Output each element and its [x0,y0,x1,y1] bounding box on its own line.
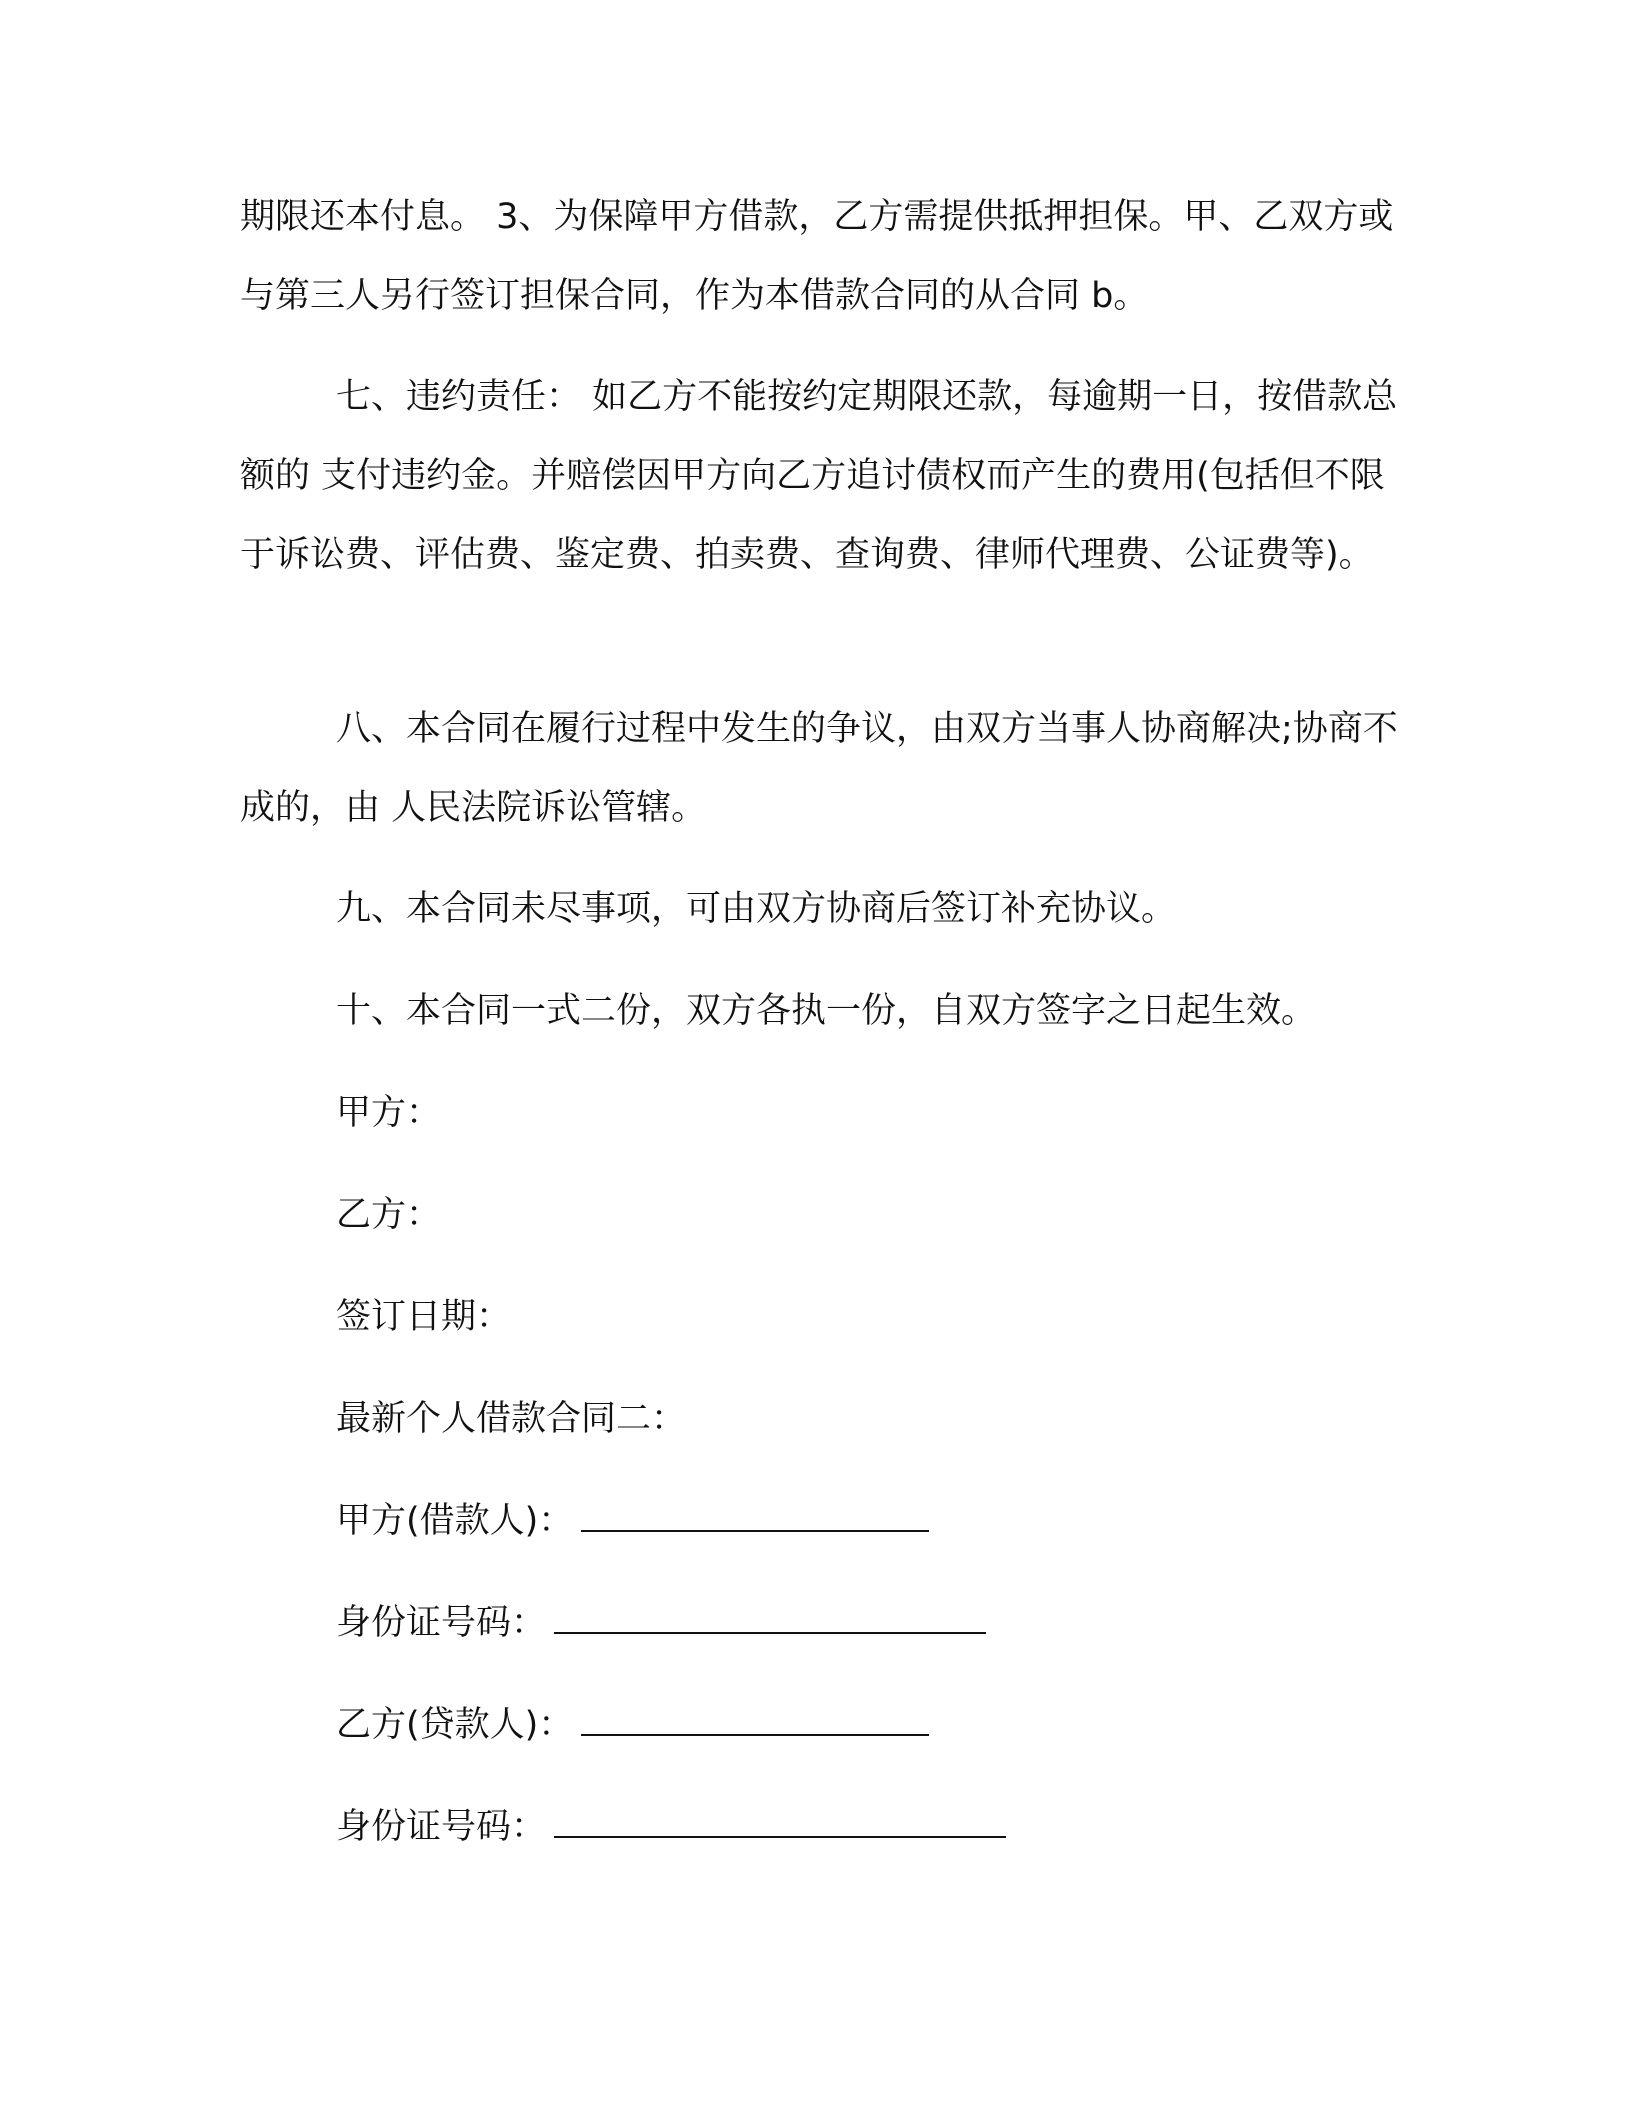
lender-id-blank-line [554,1802,1006,1838]
paragraph-breach-liability: 七、违约责任： 如乙方不能按约定期限还款，每逾期一日，按借款总额的 支付违约金。并赔偿因甲方向乙方追讨债权而产生的费用(包括但不限于诉讼费、评估费、鉴定费、拍卖费、查询费、律师代理费、公证费等)。 [240,377,1398,575]
lender-id-line [336,1788,1396,1867]
borrower-id-blank-line [554,1598,986,1634]
lender-line [336,1686,1396,1765]
borrower-label: 甲方(借款人)： [336,1501,574,1541]
signature-party-a-label: 甲方： [336,1093,442,1133]
lender-id-label: 身份证号码： [336,1807,547,1847]
lender-blank-line [581,1700,929,1736]
paragraph-dispute-resolution: 八、本合同在履行过程中发生的争议，由双方当事人协商解决;协商不成的，由 人民法院诉讼管辖。 [240,709,1398,828]
borrower-id-line [336,1584,1396,1663]
paragraph-repayment-guarantee: 期限还本付息。 3、为保障甲方借款，乙方需提供抵押担保。甲、乙双方或与第三人另行签订担保合同，作为本借款合同的从合同 b。 [240,197,1394,316]
borrower-id-label: 身份证号码： [336,1603,547,1643]
signature-date-label: 签订日期： [336,1297,512,1337]
lender-label: 乙方(贷款人)： [336,1705,574,1745]
signature-party-b-label: 乙方： [336,1195,442,1235]
borrower-blank-line [581,1496,929,1532]
contract-two-title: 最新个人借款合同二： [336,1399,687,1439]
paragraph-copies-effective: 十、本合同一式二份，双方各执一份，自双方签字之日起生效。 [336,991,1317,1031]
paragraph-supplementary-agreement: 九、本合同未尽事项，可由双方协商后签订补充协议。 [336,889,1177,929]
borrower-line [336,1482,1396,1561]
